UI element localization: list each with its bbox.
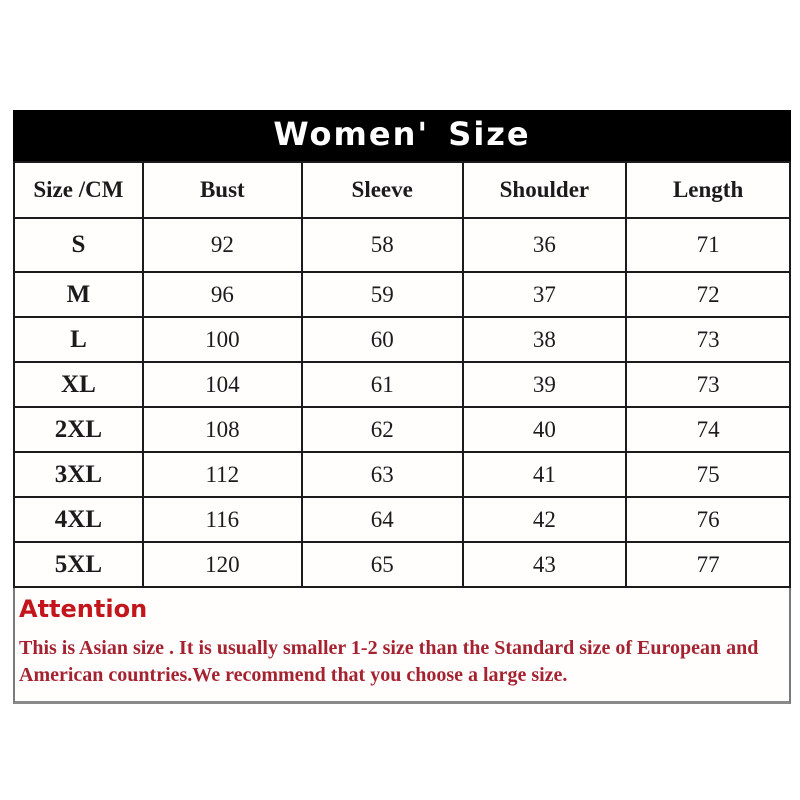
bust-cell: 120 bbox=[143, 542, 302, 587]
bust-cell: 100 bbox=[143, 317, 302, 362]
size-chart bbox=[13, 110, 791, 704]
shoulder-cell: 38 bbox=[463, 317, 627, 362]
length-cell: 71 bbox=[626, 218, 790, 272]
table-row bbox=[14, 497, 790, 542]
header-row bbox=[14, 162, 790, 218]
bust-cell: 104 bbox=[143, 362, 302, 407]
title-bar bbox=[13, 110, 791, 161]
column-header-bust: Bust bbox=[143, 162, 302, 218]
shoulder-cell: 36 bbox=[463, 218, 627, 272]
column-header-shoulder: Shoulder bbox=[463, 162, 627, 218]
length-cell: 76 bbox=[626, 497, 790, 542]
size-cell: 2XL bbox=[14, 407, 143, 452]
bust-cell: 116 bbox=[143, 497, 302, 542]
column-header-size-cm: Size /CM bbox=[14, 162, 143, 218]
table-row bbox=[14, 542, 790, 587]
table-row bbox=[14, 218, 790, 272]
shoulder-cell: 39 bbox=[463, 362, 627, 407]
shoulder-cell: 43 bbox=[463, 542, 627, 587]
sleeve-cell: 65 bbox=[302, 542, 463, 587]
length-cell: 75 bbox=[626, 452, 790, 497]
attention-text-line-1: This is Asian size . It is usually smaller 1-2 size than the Standard size of European and bbox=[19, 637, 759, 659]
shoulder-cell: 41 bbox=[463, 452, 627, 497]
sleeve-cell: 62 bbox=[302, 407, 463, 452]
size-cell: 3XL bbox=[14, 452, 143, 497]
bust-cell: 108 bbox=[143, 407, 302, 452]
sleeve-cell: 60 bbox=[302, 317, 463, 362]
attention-heading: Attention bbox=[19, 595, 148, 623]
chart-title: Women' Size bbox=[273, 115, 531, 153]
bust-cell: 112 bbox=[143, 452, 302, 497]
length-cell: 72 bbox=[626, 272, 790, 317]
size-cell: M bbox=[14, 272, 143, 317]
bust-cell: 92 bbox=[143, 218, 302, 272]
length-cell: 73 bbox=[626, 317, 790, 362]
size-cell: S bbox=[14, 218, 143, 272]
length-cell: 77 bbox=[626, 542, 790, 587]
table-row bbox=[14, 452, 790, 497]
bust-cell: 96 bbox=[143, 272, 302, 317]
length-cell: 73 bbox=[626, 362, 790, 407]
table-row bbox=[14, 362, 790, 407]
sleeve-cell: 63 bbox=[302, 452, 463, 497]
sleeve-cell: 58 bbox=[302, 218, 463, 272]
table-row bbox=[14, 272, 790, 317]
size-cell: L bbox=[14, 317, 143, 362]
length-cell: 74 bbox=[626, 407, 790, 452]
shoulder-cell: 42 bbox=[463, 497, 627, 542]
size-cell: XL bbox=[14, 362, 143, 407]
size-table bbox=[13, 161, 791, 588]
table-row bbox=[14, 317, 790, 362]
sleeve-cell: 64 bbox=[302, 497, 463, 542]
size-cell: 5XL bbox=[14, 542, 143, 587]
sleeve-cell: 59 bbox=[302, 272, 463, 317]
size-cell: 4XL bbox=[14, 497, 143, 542]
sleeve-cell: 61 bbox=[302, 362, 463, 407]
table-row bbox=[14, 407, 790, 452]
shoulder-cell: 37 bbox=[463, 272, 627, 317]
attention-section bbox=[13, 588, 791, 704]
shoulder-cell: 40 bbox=[463, 407, 627, 452]
column-header-length: Length bbox=[626, 162, 790, 218]
column-header-sleeve: Sleeve bbox=[302, 162, 463, 218]
attention-text-line-2: American countries.We recommend that you choose a large size. bbox=[19, 664, 568, 686]
